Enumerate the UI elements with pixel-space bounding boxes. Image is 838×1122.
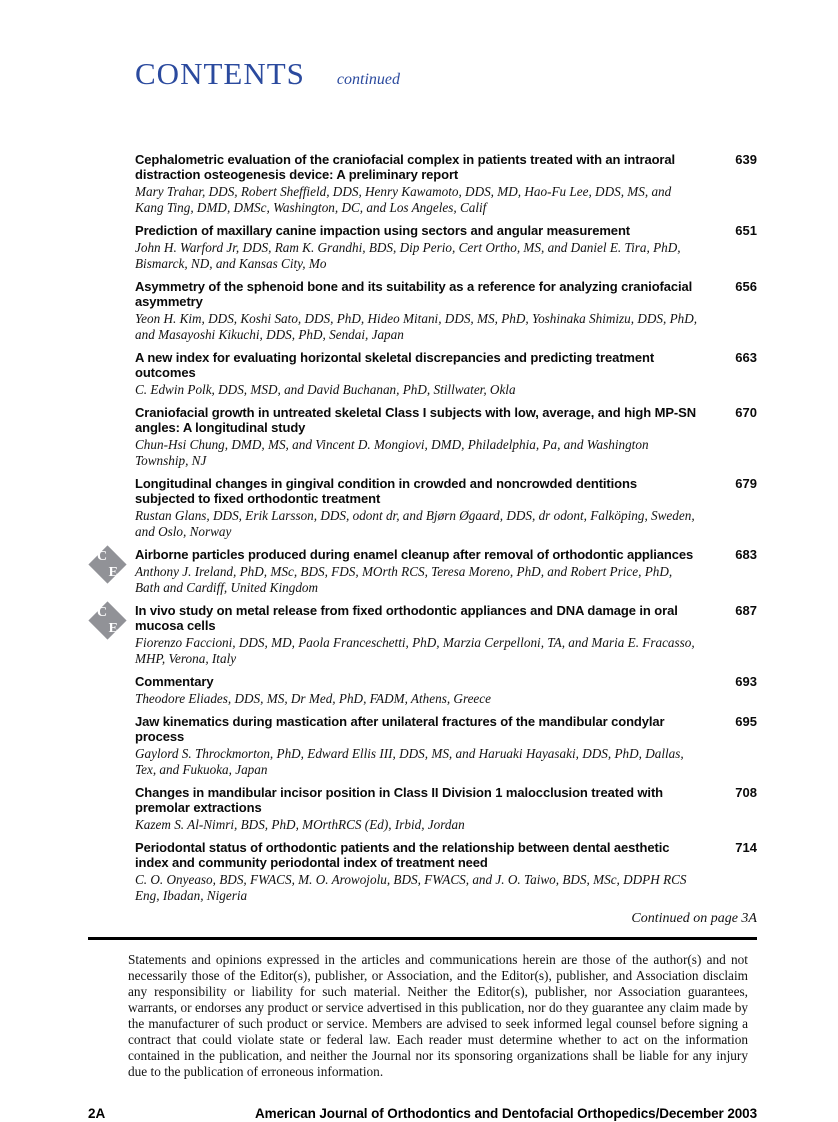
ce-letter-e: E: [108, 621, 118, 636]
continued-note: Continued on page 3A: [631, 911, 757, 926]
entry-authors: C. O. Onyeaso, BDS, FWACS, M. O. Arowojolu, BDS, FWACS, and J. O. Taiwo, BDS, MSc, DDPH RCS Eng, Ibadan, Nigeria: [135, 872, 687, 903]
entry-authors: Theodore Eliades, DDS, MS, Dr Med, PhD, FADM, Athens, Greece: [135, 691, 491, 706]
entry-title: Commentary: [135, 674, 214, 689]
entry-page-number: 679: [735, 476, 757, 491]
entry-body: [135, 785, 717, 833]
entry-page-number: 656: [735, 279, 757, 294]
entry-page-number: 708: [735, 785, 757, 800]
entry-authors: Yeon H. Kim, DDS, Koshi Sato, DDS, PhD, Hideo Mitani, DDS, MS, PhD, Yoshinaka Shimizu, DDS, PhD, and Masayoshi Kikuchi, DDS, PhD, Sendai, Japan: [135, 311, 698, 342]
entry-title: Jaw kinematics during mastication after unilateral fractures of the mandibular condylar process: [135, 714, 665, 744]
entry-title: A new index for evaluating horizontal skeletal discrepancies and predicting treatment outcomes: [135, 350, 655, 380]
entry-gutter: [88, 279, 135, 289]
page-header: [135, 56, 757, 92]
entry-title: Craniofacial growth in untreated skeletal Class I subjects with low, average, and high MP-SN angles: A longitudinal study: [135, 405, 697, 435]
entry-page-number: 683: [735, 547, 757, 562]
entry-body: [135, 476, 717, 540]
entry-gutter: [88, 714, 135, 724]
entry-authors: Anthony J. Ireland, PhD, MSc, BDS, FDS, MOrth RCS, Teresa Moreno, PhD, and Robert Price, PhD, Bath and Cardiff, United Kingdom: [135, 564, 673, 595]
entry-title: Periodontal status of orthodontic patients and the relationship between dental aesthetic index and community periodontal index of treatment need: [135, 840, 670, 870]
toc-entry: [88, 674, 757, 707]
entry-body: [135, 279, 717, 343]
toc-entry: [88, 405, 757, 469]
toc-entry: [88, 279, 757, 343]
entry-gutter: [88, 603, 135, 636]
toc-entry: [88, 785, 757, 833]
horizontal-rule: [88, 937, 757, 940]
entry-authors: Gaylord S. Throckmorton, PhD, Edward Ellis III, DDS, MS, and Haruaki Hayasaki, DDS, PhD, Dallas, Tex, and Fukuoka, Japan: [135, 746, 684, 777]
disclaimer-text: Statements and opinions expressed in the articles and communications herein are those of the author(s) and not necessarily those of the Editor(s), publisher, or Association, and the Editor(s), publisher, and Association disclaim any responsibility or liability for such material. Neither the Editor(s), publisher, nor Association guarantees, warrants, or endorses any product or service advertised in this publication, nor do they guarantee any claim made by the manufacturer of such product or service. Members are advised to seek informed legal counsel before signing a contract that could violate state or federal law. Each reader must determine whether to act on the information contained in the publication, and neither the Journal nor its sponsoring organizations shall be liable for any injury due to the publication of erroneous information.: [128, 951, 748, 1079]
entry-page-number: 714: [735, 840, 757, 855]
entry-page-number: 695: [735, 714, 757, 729]
entry-title: In vivo study on metal release from fixed orthodontic appliances and DNA damage in oral mucosa cells: [135, 603, 678, 633]
entry-authors: John H. Warford Jr, DDS, Ram K. Grandhi, BDS, Dip Perio, Cert Ortho, MS, and Daniel E. Tira, PhD, Bismarck, ND, and Kansas City, Mo: [135, 240, 681, 271]
ce-letter-c: C: [97, 605, 108, 620]
entry-title: Prediction of maxillary canine impaction using sectors and angular measurement: [135, 223, 631, 238]
footer-journal-title: American Journal of Orthodontics and Dentofacial Orthopedics/December 2003: [255, 1105, 757, 1121]
entry-authors: Rustan Glans, DDS, Erik Larsson, DDS, odont dr, and Bjørn Øgaard, DDS, dr odont, Falköping, Sweden, and Oslo, Norway: [135, 508, 695, 539]
continued-subtitle: continued: [336, 71, 400, 88]
entry-title: Asymmetry of the sphenoid bone and its suitability as a reference for analyzing craniofacial asymmetry: [135, 279, 693, 309]
entry-page-number: 687: [735, 603, 757, 618]
entry-title: Airborne particles produced during enamel cleanup after removal of orthodontic appliances: [135, 547, 694, 562]
entry-authors: C. Edwin Polk, DDS, MSD, and David Buchanan, PhD, Stillwater, Okla: [135, 382, 516, 397]
toc-entry: [88, 547, 757, 596]
entry-gutter: [88, 785, 135, 795]
ce-letter-c: C: [97, 549, 108, 564]
diamond-shape: [88, 545, 126, 583]
entry-body: [135, 714, 717, 778]
entry-gutter: [88, 223, 135, 233]
entry-gutter: [88, 152, 135, 162]
entry-authors: Kazem S. Al-Nimri, BDS, PhD, MOrthRCS (Ed), Irbid, Jordan: [135, 817, 465, 832]
toc-entry: [88, 223, 757, 272]
entry-body: [135, 350, 717, 398]
toc-entry: [88, 603, 757, 667]
continuing-education-icon: [88, 601, 128, 641]
entry-body: [135, 152, 717, 216]
entry-title: Cephalometric evaluation of the craniofacial complex in patients treated with an intraoral distraction osteogenesis device: A preliminary report: [135, 152, 676, 182]
entry-body: [135, 547, 717, 596]
entry-body: [135, 674, 717, 707]
diamond-shape: [88, 601, 126, 639]
entry-gutter: [88, 674, 135, 684]
entry-gutter: [88, 840, 135, 850]
entry-page-number: 693: [735, 674, 757, 689]
entry-page-number: 663: [735, 350, 757, 365]
entry-authors: Fiorenzo Faccioni, DDS, MD, Paola Franceschetti, PhD, Marzia Cerpelloni, TA, and Maria E. Fracasso, MHP, Verona, Italy: [135, 635, 695, 666]
entry-body: [135, 603, 717, 667]
entry-authors: Chun-Hsi Chung, DMD, MS, and Vincent D. Mongiovi, DMD, Philadelphia, Pa, and Washington Township, NJ: [135, 437, 649, 468]
entry-gutter: [88, 350, 135, 360]
entry-page-number: 639: [735, 152, 757, 167]
entry-gutter: [88, 547, 135, 580]
entry-gutter: [88, 476, 135, 486]
entry-title: Longitudinal changes in gingival condition in crowded and noncrowded dentitions subjected to fixed orthodontic treatment: [135, 476, 637, 506]
entry-title: Changes in mandibular incisor position in Class II Division 1 malocclusion treated with premolar extractions: [135, 785, 664, 815]
page-title: CONTENTS: [135, 56, 305, 91]
toc-entry: [88, 350, 757, 398]
entry-body: [135, 840, 717, 904]
continuing-education-icon: [88, 545, 128, 585]
entry-authors: Mary Trahar, DDS, Robert Sheffield, DDS, Henry Kawamoto, DDS, MD, Hao-Fu Lee, DDS, MS, and Kang Ting, DMD, DMSc, Washington, DC, and Los Angeles, Calif: [135, 184, 672, 215]
entry-gutter: [88, 405, 135, 415]
entry-body: [135, 405, 717, 469]
page-footer: [88, 1106, 757, 1121]
entry-page-number: 670: [735, 405, 757, 420]
entry-body: [135, 223, 717, 272]
entry-page-number: 651: [735, 223, 757, 238]
toc-entry: [88, 840, 757, 904]
ce-letter-e: E: [108, 565, 118, 580]
toc-entry: [88, 476, 757, 540]
footer-page-label: 2A: [88, 1105, 106, 1121]
toc-entry: [88, 152, 757, 216]
toc-entry: [88, 714, 757, 778]
